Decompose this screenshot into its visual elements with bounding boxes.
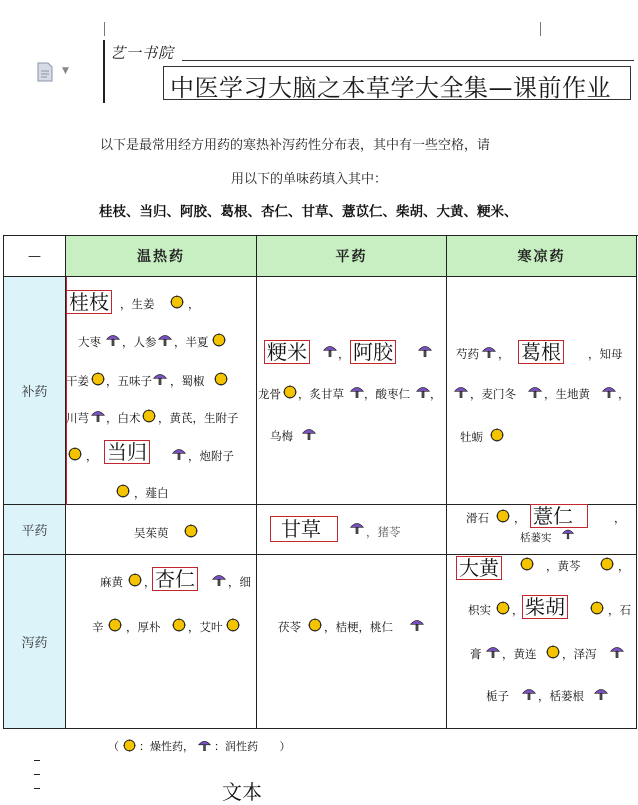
sun-icon — [91, 372, 105, 386]
chevron-down-icon[interactable]: ▼ — [62, 66, 69, 76]
mushroom-icon — [350, 385, 364, 399]
margin-mark-right — [540, 22, 541, 36]
legend — [108, 738, 291, 754]
herb-text: ，白术 — [106, 411, 141, 425]
list-marker — [34, 760, 40, 761]
herb-text: 吴茱萸 — [134, 526, 169, 540]
herb-text: 栀子 — [486, 689, 509, 703]
herb-text: ，薤白 — [134, 486, 169, 500]
row-header-tonify — [4, 277, 66, 505]
herb-text: ， — [614, 511, 626, 525]
mushroom-icon — [410, 618, 424, 632]
list-marker — [34, 788, 40, 789]
herb-text: 麻黄 — [100, 575, 123, 589]
herb-list: 桂枝、当归、阿胶、葛根、杏仁、甘草、薏苡仁、柴胡、大黄、粳米、 — [99, 204, 518, 220]
herb-text: ， — [86, 449, 98, 463]
mushroom-icon — [302, 427, 316, 441]
sun-icon — [283, 385, 297, 399]
mushroom-icon — [528, 385, 542, 399]
column-header-warm — [66, 236, 257, 277]
column-label: 寒凉药 — [517, 249, 566, 265]
herb-text: ，蜀椒 — [170, 374, 205, 388]
sun-icon — [212, 333, 226, 347]
herb-text: ， — [144, 575, 156, 589]
row-label: 泻药 — [21, 636, 48, 651]
herb-text: 茯苓 — [278, 620, 301, 634]
mushroom-icon — [454, 385, 468, 399]
answer-box-ejiao[interactable]: 阿胶 — [350, 340, 396, 364]
herb-text: ， — [188, 297, 200, 311]
herb-text: ， — [338, 347, 350, 361]
sun-icon — [68, 447, 82, 461]
mushroom-icon — [172, 447, 186, 461]
sun-icon — [142, 409, 156, 423]
sun-icon — [490, 428, 504, 442]
mushroom-icon — [350, 521, 364, 535]
mushroom-icon — [158, 333, 172, 347]
row-header-neutral — [4, 505, 66, 555]
header-rule — [182, 60, 634, 61]
sun-icon — [184, 524, 198, 538]
answer-box-danggui[interactable]: 当归 — [104, 440, 150, 464]
legend-moist-label: ：润性药 — [214, 740, 258, 753]
legend-paren: ） — [279, 740, 291, 753]
herb-text: ， — [512, 603, 524, 617]
mushroom-icon — [610, 645, 624, 659]
header-vertical-bar — [103, 40, 105, 103]
mushroom-icon — [486, 645, 500, 659]
herb-text: ，黄连 — [502, 647, 537, 661]
footer-text[interactable]: 文本 — [222, 780, 262, 804]
column-label: 平药 — [335, 249, 368, 265]
herb-text: ，栝蒌根 — [538, 689, 584, 703]
column-header-neutral — [257, 236, 447, 277]
herb-text: 牡蛎 — [460, 430, 483, 444]
mushroom-icon — [594, 687, 608, 701]
herb-text: ，猪苓 — [366, 525, 401, 539]
sun-icon — [128, 573, 142, 587]
mushroom-icon — [91, 409, 105, 423]
herb-text: 芍药 — [456, 347, 479, 361]
sun-icon — [520, 557, 534, 571]
herb-text: ，桔梗，桃仁 — [324, 620, 393, 634]
mushroom-icon — [482, 345, 496, 359]
mushroom-icon — [106, 333, 120, 347]
sun-icon — [170, 295, 184, 309]
herb-text: ，炮附子 — [188, 449, 234, 463]
sun-icon — [123, 739, 136, 752]
sun-icon — [308, 618, 322, 632]
cell-purge-neutral — [257, 555, 447, 729]
herb-text: 栝蒌实 — [520, 532, 552, 544]
mushroom-icon — [418, 344, 432, 358]
herb-text: ，酸枣仁 — [364, 387, 410, 401]
herb-text: ，细 — [228, 575, 251, 589]
herb-text: 干姜 — [66, 374, 89, 388]
mushroom-icon — [522, 687, 536, 701]
row-header-purge — [4, 555, 66, 729]
mushroom-icon — [562, 528, 574, 540]
herb-text: 川芎 — [66, 411, 89, 425]
herb-text: ，五味子 — [106, 374, 152, 388]
document-icon[interactable] — [36, 62, 54, 82]
herb-text: 辛 — [92, 620, 104, 634]
column-label: 温热药 — [137, 249, 185, 265]
list-marker — [34, 774, 40, 775]
herb-text: ，麦门冬 — [470, 387, 516, 401]
herb-text: ，石 — [608, 603, 631, 617]
mushroom-icon — [198, 739, 211, 752]
herb-text: ， — [430, 387, 442, 401]
mushroom-icon — [602, 385, 616, 399]
sun-icon — [496, 601, 510, 615]
margin-mark-left — [104, 22, 105, 36]
answer-box-chaihu[interactable]: 柴胡 — [522, 595, 568, 619]
herb-text: 膏 — [470, 647, 482, 661]
herb-text: ，生姜 — [120, 297, 155, 311]
herb-text: ， — [618, 559, 630, 573]
intro-line-2: 用以下的单味药填入其中： — [231, 172, 388, 187]
herb-text: 乌梅 — [270, 429, 293, 443]
herb-text: ，黄芪，生附子 — [158, 411, 239, 425]
page-title: 中医学习大脑之本草学大全集—课前作业 — [170, 74, 611, 102]
sun-icon — [116, 484, 130, 498]
herb-text: ，人参 — [122, 335, 157, 349]
legend-dry-label: ：燥性药， — [139, 740, 194, 753]
mushroom-icon — [323, 344, 337, 358]
row-label: 补药 — [21, 385, 48, 400]
herb-text: ，艾叶 — [188, 620, 223, 634]
sun-icon — [546, 645, 560, 659]
answer-box-xingren[interactable]: 杏仁 — [152, 567, 198, 591]
legend-paren: （ — [108, 740, 119, 753]
sun-icon — [226, 618, 240, 632]
corner-dash: — — [28, 248, 41, 264]
sun-icon — [590, 601, 604, 615]
herb-text: ， — [514, 511, 526, 525]
answer-box-gegen[interactable]: 葛根 — [518, 340, 564, 364]
mushroom-icon — [416, 385, 430, 399]
herb-text: ，半夏 — [174, 335, 209, 349]
herb-text: ， — [618, 387, 630, 401]
answer-box-jingmi[interactable]: 粳米 — [264, 340, 310, 364]
intro-line-1: 以下是最常用经方用药的寒热补泻药性分布表，其中有一些空格，请 — [100, 138, 491, 153]
sun-icon — [600, 557, 614, 571]
mushroom-icon — [212, 573, 226, 587]
herb-text: ，黄芩 — [546, 559, 581, 573]
column-header-cold — [447, 236, 637, 277]
mushroom-icon — [153, 372, 167, 386]
sun-icon — [108, 618, 122, 632]
herb-text: 滑石 — [466, 511, 489, 525]
sun-icon — [214, 372, 228, 386]
herb-text: ，生地黄 — [544, 387, 590, 401]
herb-text: 龙骨 — [258, 387, 281, 401]
sun-icon — [172, 618, 186, 632]
herb-text: ， — [498, 347, 510, 361]
brand-signature: 艺一书院 — [110, 44, 175, 62]
herb-text: ，知母 — [588, 347, 623, 361]
herb-text: ，炙甘草 — [298, 387, 344, 401]
answer-box-dahuang[interactable]: 大黄 — [456, 556, 502, 580]
row-label: 平药 — [21, 524, 48, 539]
answer-box-guizhi[interactable]: 桂枝 — [66, 290, 112, 314]
answer-box-yiren[interactable]: 薏仁 — [530, 504, 588, 528]
sun-icon — [496, 509, 510, 523]
table-corner — [4, 236, 66, 277]
answer-box-gancao[interactable]: 甘草 — [270, 516, 338, 542]
herb-text: ，泽泻 — [562, 647, 597, 661]
herb-text: 大枣 — [78, 335, 101, 349]
herb-text: ，厚朴 — [126, 620, 161, 634]
herb-text: 枳实 — [468, 603, 491, 617]
